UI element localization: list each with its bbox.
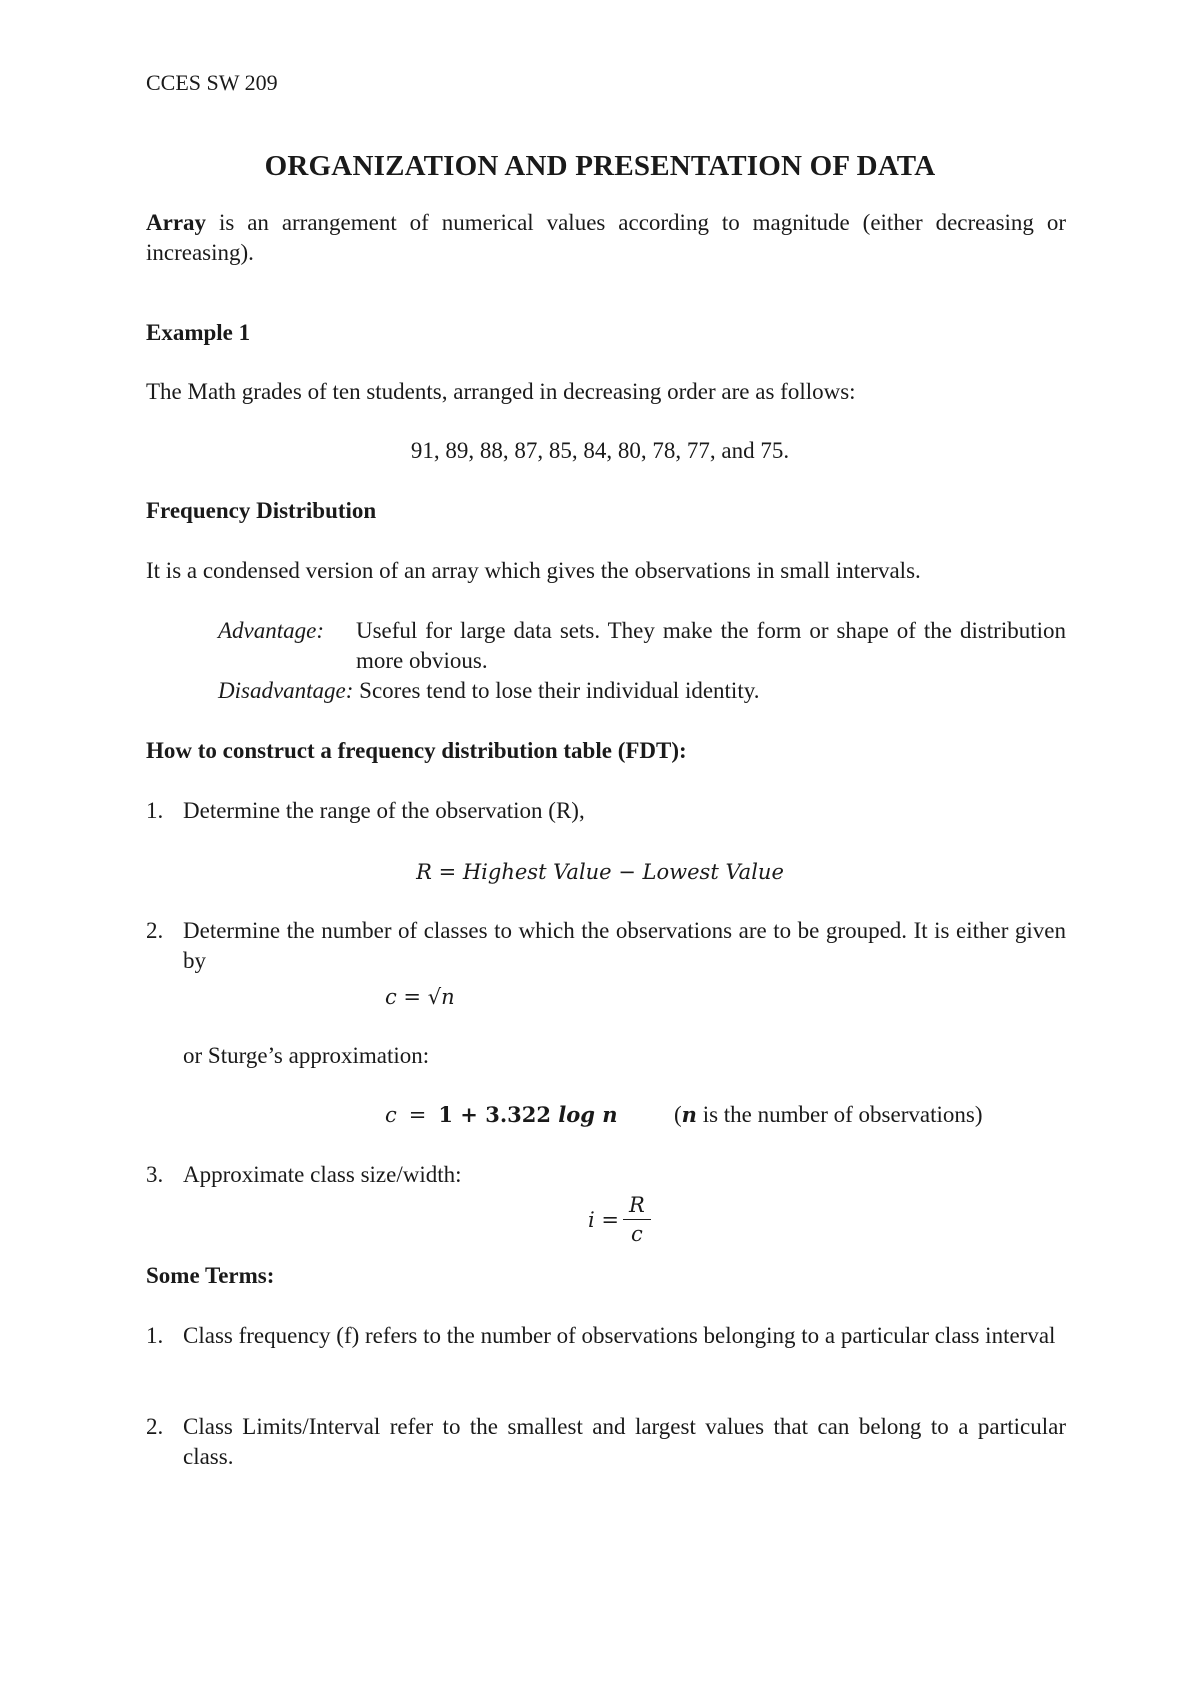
example-text: The Math grades of ten students, arranged in decreasing order are as follows:	[146, 379, 856, 404]
disadvantage-label: Disadvantage:	[218, 678, 354, 703]
grades-list: 91, 89, 88, 87, 85, 84, 80, 78, 77, and 75.	[410, 438, 790, 463]
sturges-note-open: (	[674, 1102, 682, 1127]
advantage-label: Advantage:	[218, 618, 325, 643]
sqrt-formula: c = √n	[385, 985, 455, 1009]
step-1-text: Determine the range of the observation (R),	[183, 798, 585, 823]
advantage-text: Useful for large data sets. They make the form or shape of the distribution more obvious.	[356, 618, 1066, 673]
width-numerator: R	[623, 1193, 651, 1220]
term-1-text: Class frequency (f) refers to the number of observations belonging to a particular class interval	[183, 1323, 1056, 1348]
course-code-header: CCES SW 209	[146, 70, 278, 95]
sturges-lhs: c	[385, 1103, 397, 1127]
disadvantage-line	[218, 676, 759, 706]
fdt-heading: How to construct a frequency distribution table (FDT):	[146, 738, 687, 763]
disadvantage-text: Scores tend to lose their individual identity.	[353, 678, 760, 703]
step-2-text: Determine the number of classes to which the observations are to be grouped. It is either given by	[183, 918, 1066, 973]
width-lhs: i =	[588, 1207, 619, 1232]
sturges-note-n: n	[681, 1102, 697, 1127]
sturges-note	[674, 1100, 982, 1130]
sturges-coefficient: 3.322	[485, 1102, 551, 1127]
step-3-text: Approximate class size/width:	[183, 1162, 462, 1187]
frequency-distribution-heading: Frequency Distribution	[146, 498, 377, 523]
array-definition	[146, 208, 1066, 268]
sturges-note-text: is the number of observations)	[696, 1102, 983, 1127]
array-definition-text: is an arrangement of numerical values according to magnitude (either decreasing or increasing).	[146, 210, 1066, 265]
step-2-number: 2.	[146, 918, 164, 943]
some-terms-heading: Some Terms:	[146, 1263, 275, 1288]
frequency-distribution-text: It is a condensed version of an array which gives the observations in small intervals.	[146, 558, 921, 583]
step-3-number: 3.	[146, 1162, 164, 1187]
sturges-one: 1 +	[438, 1102, 486, 1127]
sturges-equals: =	[408, 1103, 427, 1127]
page-title: ORGANIZATION AND PRESENTATION OF DATA	[264, 150, 936, 182]
example-heading: Example 1	[146, 320, 251, 345]
term-2-text: Class Limits/Interval refer to the smallest and largest values that can belong to a particular class.	[183, 1414, 1066, 1469]
array-term: Array	[146, 210, 207, 235]
sturges-log: log n	[550, 1102, 618, 1127]
width-fraction	[623, 1193, 651, 1246]
class-width-formula	[588, 1193, 651, 1246]
term-2-number: 2.	[146, 1414, 164, 1439]
step-1-number: 1.	[146, 798, 164, 823]
sturges-formula	[385, 1100, 618, 1130]
range-formula: R = Highest Value − Lowest Value	[416, 860, 784, 884]
width-denominator: c	[631, 1222, 643, 1246]
term-1-number: 1.	[146, 1323, 164, 1348]
sturges-intro: or Sturge’s approximation:	[183, 1043, 430, 1068]
